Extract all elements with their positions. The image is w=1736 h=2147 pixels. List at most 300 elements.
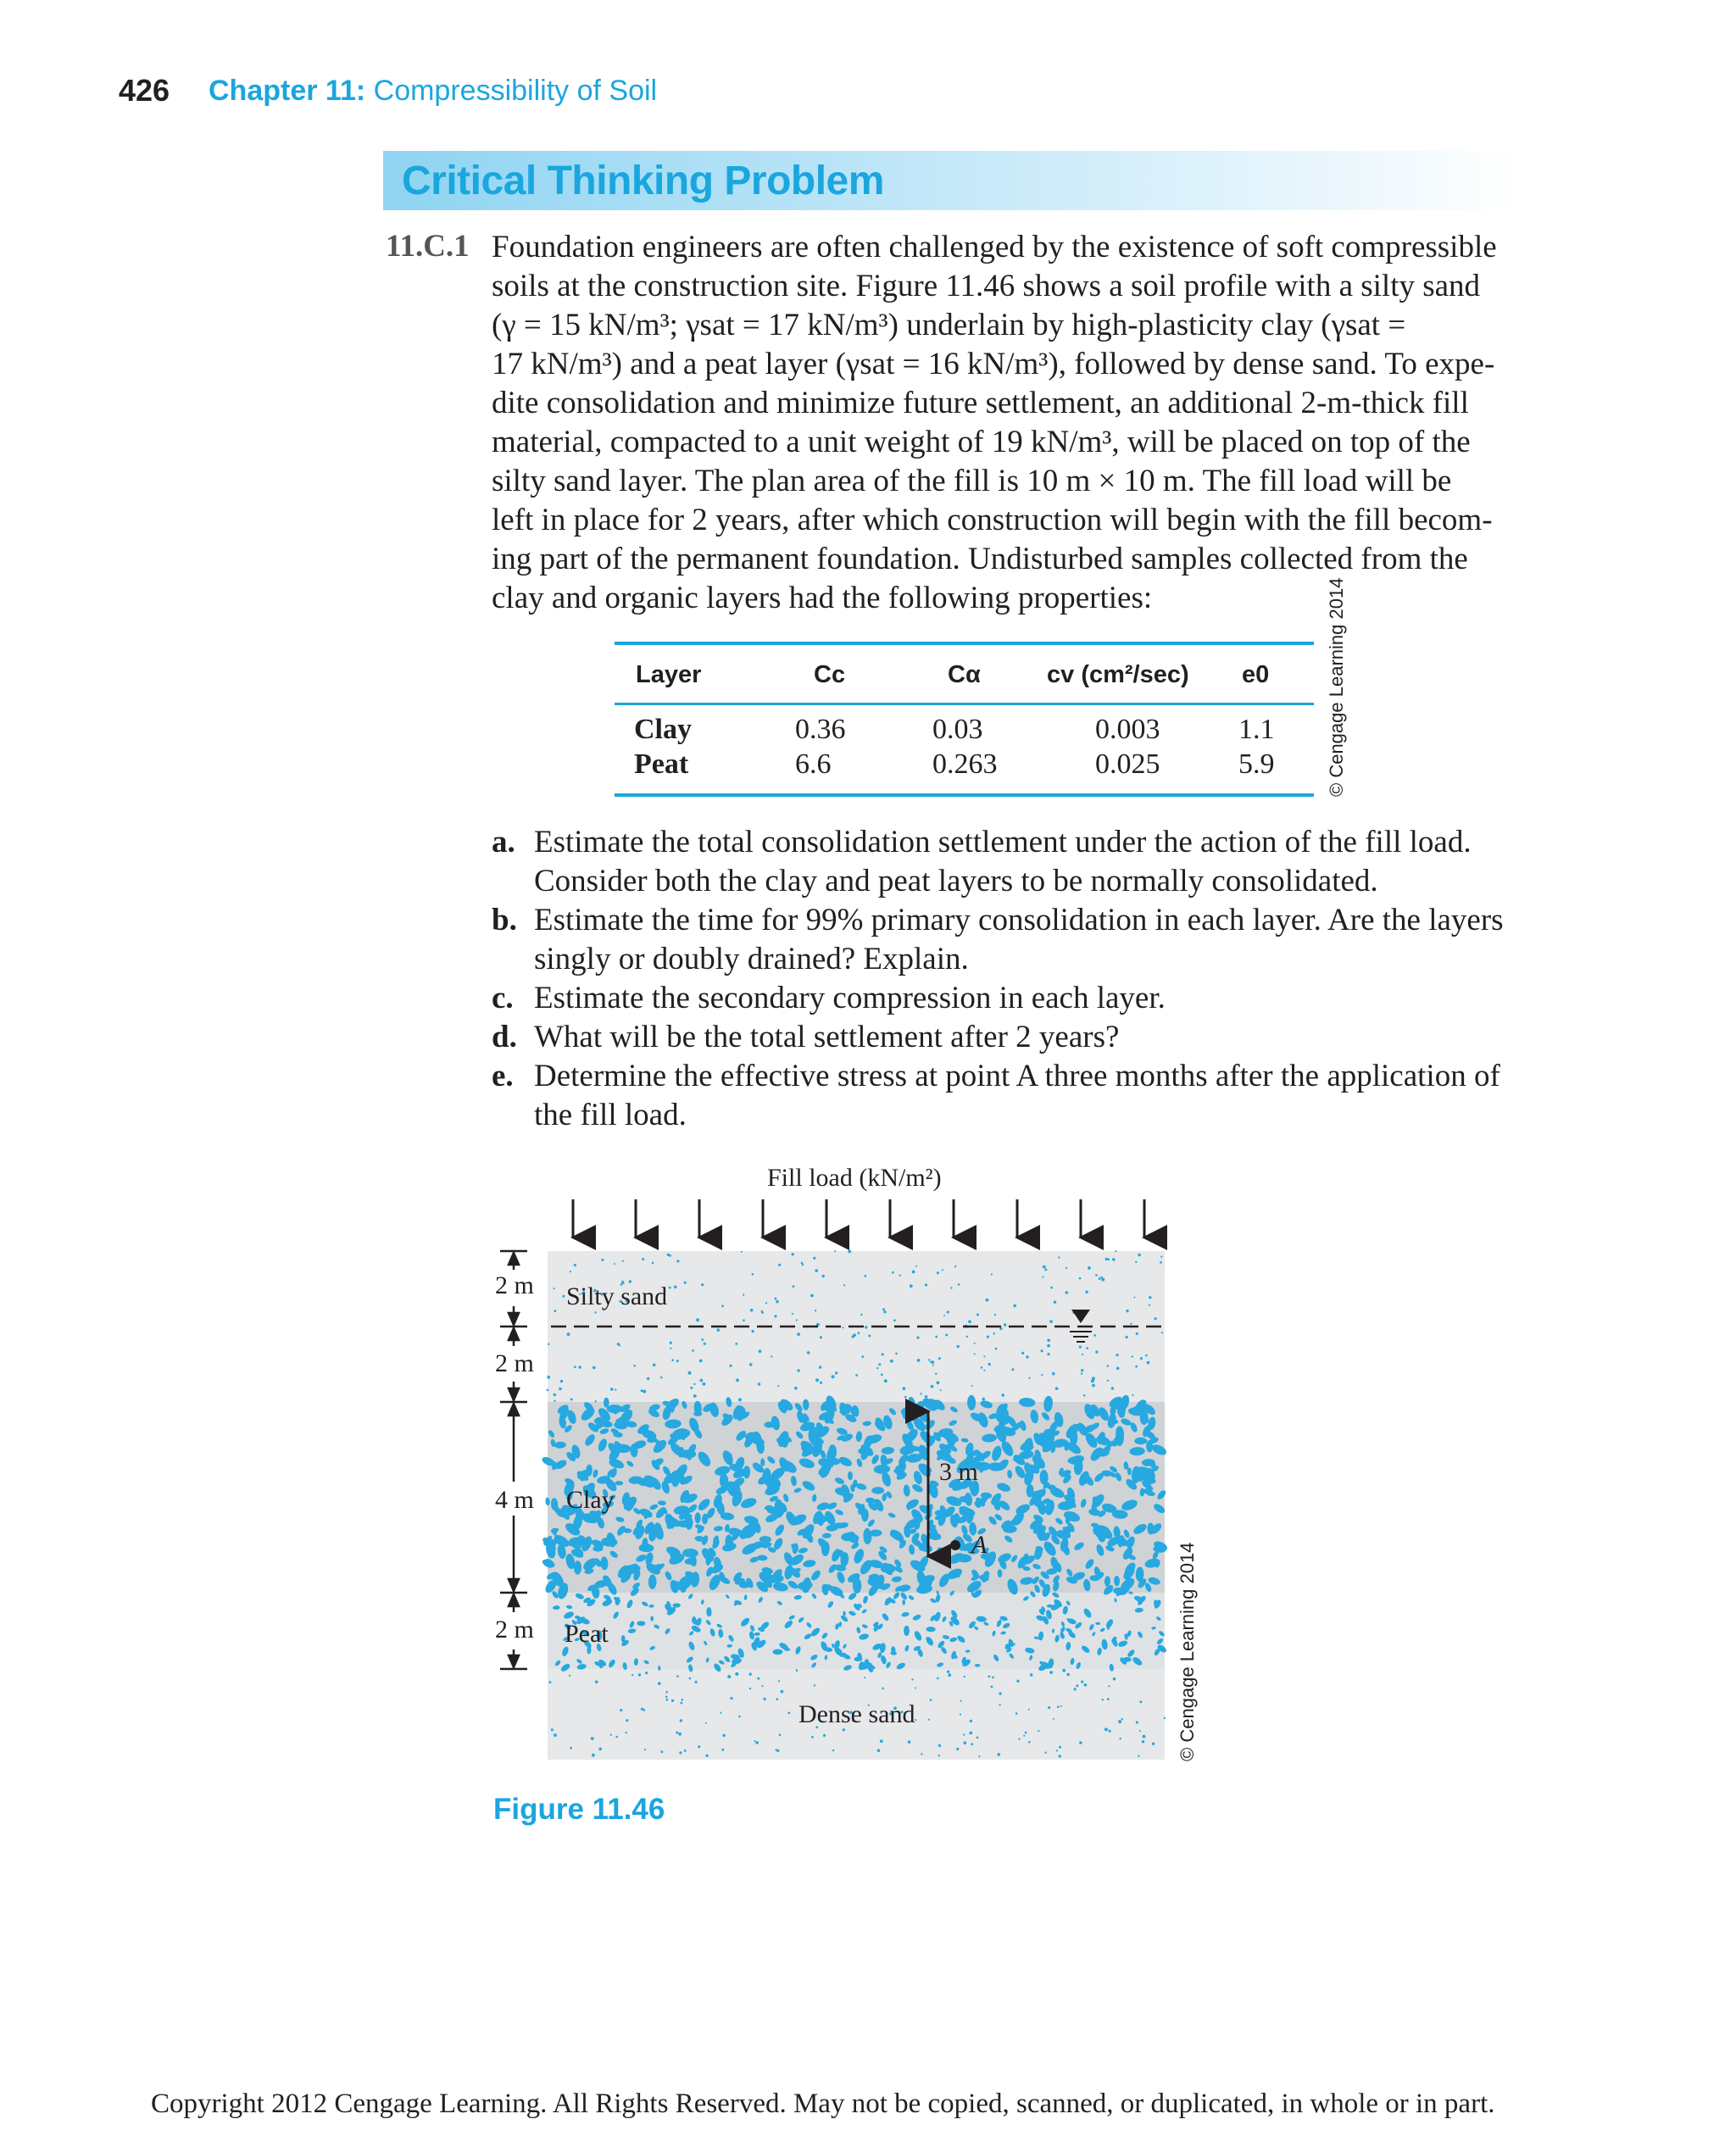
table-cell: Clay bbox=[634, 714, 692, 745]
soil-speck bbox=[1028, 1709, 1030, 1710]
soil-speck bbox=[960, 1700, 961, 1702]
soil-speck bbox=[1028, 1377, 1030, 1379]
part-label-e: e. bbox=[492, 1059, 514, 1093]
soil-speck bbox=[699, 1360, 703, 1363]
copyright-notice: Copyright 2012 Cengage Learning. All Rights Reserved. May not be copied, scanned, or duplicated, in whole or in part. bbox=[151, 2089, 1495, 2119]
soil-speck bbox=[735, 1343, 737, 1345]
soil-speck bbox=[1092, 1377, 1095, 1380]
soil-speck bbox=[832, 1375, 835, 1378]
soil-speck bbox=[1048, 1706, 1050, 1709]
soil-speck bbox=[703, 1382, 706, 1386]
soil-speck bbox=[931, 1385, 934, 1388]
table-cell: 0.003 bbox=[1095, 714, 1160, 745]
soil-speck bbox=[1015, 1712, 1018, 1715]
soil-speck bbox=[717, 1328, 721, 1332]
soil-speck bbox=[704, 1343, 706, 1345]
soil-speck bbox=[670, 1342, 672, 1344]
soil-speck bbox=[1120, 1738, 1121, 1739]
soil-speck bbox=[1135, 1366, 1138, 1368]
soil-speck bbox=[820, 1336, 822, 1338]
soil-speck bbox=[776, 1698, 778, 1700]
soil-speck bbox=[644, 1749, 646, 1750]
soil-speck bbox=[705, 1755, 708, 1757]
soil-speck bbox=[741, 1251, 743, 1253]
soil-speck bbox=[855, 1374, 858, 1377]
soil-speck bbox=[1082, 1354, 1083, 1355]
soil-speck bbox=[1130, 1323, 1132, 1325]
soil-speck bbox=[684, 1282, 687, 1284]
soil-speck bbox=[615, 1736, 618, 1738]
table-cell: 0.03 bbox=[932, 714, 983, 745]
soil-speck bbox=[802, 1413, 808, 1424]
soil-speck bbox=[569, 1675, 570, 1677]
soil-speck bbox=[752, 1273, 754, 1276]
soil-speck bbox=[765, 1302, 767, 1304]
soil-speck bbox=[947, 1310, 949, 1313]
soil-speck bbox=[665, 1696, 668, 1699]
soil-speck bbox=[813, 1257, 815, 1260]
soil-speck bbox=[1099, 1277, 1101, 1280]
soil-speck bbox=[1160, 1256, 1162, 1258]
soil-speck bbox=[954, 1265, 956, 1267]
soil-speck bbox=[779, 1734, 782, 1737]
soil-speck bbox=[971, 1743, 973, 1745]
soil-speck bbox=[864, 1275, 866, 1277]
soil-speck bbox=[643, 1709, 645, 1711]
soil-speck bbox=[1111, 1387, 1114, 1389]
soil-speck bbox=[991, 1273, 993, 1275]
soil-speck bbox=[882, 1308, 885, 1310]
soil-speck bbox=[1030, 1673, 1033, 1677]
soil-speck bbox=[622, 1260, 624, 1262]
soil-speck bbox=[1066, 1267, 1067, 1269]
soil-speck bbox=[823, 1734, 826, 1737]
soil-speck bbox=[722, 1734, 725, 1737]
soil-speck bbox=[643, 1390, 646, 1393]
soil-speck bbox=[1115, 1250, 1116, 1252]
figure-credit: © Cengage Learning 2014 bbox=[1177, 1542, 1198, 1761]
soil-speck bbox=[1139, 1700, 1142, 1703]
soil-speck bbox=[956, 1748, 959, 1750]
soil-speck bbox=[1107, 1380, 1109, 1382]
soil-speck bbox=[983, 1355, 985, 1357]
soil-speck bbox=[1038, 1730, 1039, 1732]
point-a-marker bbox=[950, 1540, 960, 1550]
depth-label: 3 m bbox=[939, 1458, 978, 1486]
soil-speck bbox=[912, 1271, 915, 1274]
soil-speck bbox=[620, 1709, 622, 1711]
soil-speck bbox=[988, 1363, 991, 1366]
soil-speck bbox=[1149, 1304, 1150, 1306]
soil-speck bbox=[1043, 1265, 1046, 1269]
soil-speck bbox=[982, 1398, 985, 1401]
soil-speck bbox=[1044, 1752, 1046, 1754]
soil-speck bbox=[774, 1315, 776, 1317]
soil-speck bbox=[1152, 1743, 1155, 1745]
soil-speck bbox=[615, 1389, 616, 1391]
soil-speck bbox=[950, 1287, 952, 1288]
soil-speck bbox=[665, 1691, 668, 1694]
soil-speck bbox=[1100, 1277, 1102, 1278]
soil-speck bbox=[601, 1259, 604, 1261]
soil-speck bbox=[1139, 1730, 1141, 1732]
soil-speck bbox=[673, 1603, 681, 1607]
soil-speck bbox=[698, 1745, 700, 1748]
soil-speck bbox=[890, 1360, 893, 1363]
soil-speck bbox=[876, 1367, 878, 1369]
soil-speck bbox=[986, 1299, 989, 1302]
soil-speck bbox=[1107, 1698, 1110, 1700]
soil-speck bbox=[670, 1348, 671, 1349]
table-cell: 0.025 bbox=[1095, 748, 1160, 780]
soil-speck bbox=[878, 1363, 881, 1366]
soil-speck bbox=[754, 1740, 755, 1742]
soil-speck bbox=[1107, 1365, 1110, 1367]
problem-line-3: (γ = 15 kN/m³; γsat = 17 kN/m³) underlain by high-plasticity clay (γsat = bbox=[492, 308, 1406, 342]
soil-speck bbox=[551, 1728, 554, 1731]
soil-speck bbox=[757, 1677, 760, 1680]
soil-speck bbox=[682, 1699, 684, 1701]
soil-speck bbox=[727, 1675, 731, 1678]
soil-speck bbox=[943, 1315, 945, 1316]
soil-speck bbox=[999, 1692, 1001, 1694]
soil-speck bbox=[971, 1385, 973, 1387]
soil-speck bbox=[693, 1394, 697, 1398]
section-title: Critical Thinking Problem bbox=[402, 159, 884, 203]
soil-speck bbox=[882, 1688, 884, 1690]
soil-speck bbox=[1085, 1291, 1088, 1293]
soil-speck bbox=[834, 1250, 836, 1252]
soil-speck bbox=[1155, 1317, 1157, 1320]
soil-speck bbox=[1023, 1735, 1025, 1737]
soil-speck bbox=[667, 1254, 670, 1256]
soil-speck bbox=[981, 1366, 983, 1369]
soil-speck bbox=[978, 1755, 980, 1757]
soil-speck bbox=[738, 1398, 742, 1401]
soil-speck bbox=[796, 1669, 798, 1671]
table-header-e0: e0 bbox=[1242, 661, 1270, 688]
soil-speck bbox=[730, 1697, 732, 1699]
soil-speck bbox=[695, 1681, 698, 1683]
soil-speck bbox=[690, 1387, 693, 1389]
soil-speck bbox=[1095, 1274, 1098, 1277]
soil-speck bbox=[974, 1353, 976, 1354]
soil-speck bbox=[880, 1739, 883, 1743]
soil-speck bbox=[705, 1722, 707, 1724]
soil-speck bbox=[775, 1298, 777, 1300]
silty-sand-layer-lower bbox=[548, 1327, 1165, 1402]
dimension-label: 2 m bbox=[495, 1271, 534, 1299]
soil-speck bbox=[570, 1399, 573, 1401]
soil-speck bbox=[1160, 1261, 1162, 1264]
soil-speck bbox=[610, 1734, 612, 1736]
soil-speck bbox=[992, 1677, 994, 1679]
part-b-line: singly or doubly drained? Explain. bbox=[534, 942, 969, 976]
soil-speck bbox=[895, 1353, 898, 1355]
soil-speck bbox=[801, 1262, 804, 1265]
soil-speck bbox=[940, 1389, 942, 1391]
soil-speck bbox=[843, 1284, 845, 1286]
soil-speck bbox=[763, 1698, 765, 1700]
soil-speck bbox=[868, 1335, 871, 1338]
soil-speck bbox=[1108, 1685, 1110, 1687]
soil-speck bbox=[917, 1359, 921, 1362]
soil-speck bbox=[574, 1366, 576, 1368]
soil-speck bbox=[688, 1371, 692, 1375]
soil-speck bbox=[802, 1264, 804, 1265]
soil-speck bbox=[669, 1287, 671, 1289]
soil-speck bbox=[604, 1398, 609, 1408]
soil-speck bbox=[554, 1400, 555, 1402]
soil-speck bbox=[660, 1750, 663, 1753]
soil-speck bbox=[1084, 1683, 1088, 1687]
soil-speck bbox=[937, 1271, 939, 1274]
soil-speck bbox=[910, 1284, 913, 1288]
soil-speck bbox=[1118, 1720, 1121, 1723]
soil-speck bbox=[652, 1262, 654, 1265]
soil-speck bbox=[1066, 1291, 1068, 1293]
soil-speck bbox=[848, 1250, 851, 1254]
soil-speck bbox=[947, 1671, 949, 1673]
soil-speck bbox=[761, 1685, 763, 1687]
soil-speck bbox=[676, 1675, 679, 1677]
soil-speck bbox=[593, 1366, 596, 1370]
soil-speck bbox=[1050, 1287, 1053, 1289]
dimension-label: 4 m bbox=[495, 1486, 534, 1514]
soil-speck bbox=[1088, 1267, 1090, 1270]
layer-label-silty-sand: Silty sand bbox=[566, 1282, 668, 1310]
soil-speck bbox=[761, 1310, 763, 1312]
soil-speck bbox=[1057, 1706, 1060, 1709]
soil-speck bbox=[547, 1376, 550, 1379]
soil-speck bbox=[1049, 1671, 1053, 1674]
soil-speck bbox=[592, 1754, 595, 1757]
soil-speck bbox=[882, 1353, 884, 1355]
soil-speck bbox=[1143, 1735, 1146, 1738]
soil-speck bbox=[701, 1338, 704, 1341]
soil-speck bbox=[932, 1365, 934, 1366]
soil-speck bbox=[1109, 1730, 1111, 1733]
soil-speck bbox=[641, 1389, 643, 1392]
soil-speck bbox=[1135, 1261, 1137, 1263]
soil-speck bbox=[937, 1677, 939, 1680]
soil-speck bbox=[911, 1678, 913, 1680]
soil-speck bbox=[792, 1253, 794, 1255]
soil-speck bbox=[554, 1288, 555, 1289]
soil-speck bbox=[638, 1673, 641, 1676]
page-number: 426 bbox=[119, 73, 170, 108]
soil-speck bbox=[1062, 1669, 1066, 1672]
soil-speck bbox=[778, 1264, 781, 1266]
soil-speck bbox=[678, 1733, 682, 1736]
soil-speck bbox=[610, 1388, 614, 1391]
soil-speck bbox=[574, 1264, 576, 1266]
soil-speck bbox=[1004, 1323, 1006, 1326]
soil-speck bbox=[991, 1686, 993, 1688]
soil-speck bbox=[858, 1332, 860, 1334]
problem-number: 11.C.1 bbox=[386, 229, 470, 264]
soil-speck bbox=[976, 1314, 979, 1316]
problem-line-1: Foundation engineers are often challenged by the existence of soft compressible bbox=[492, 230, 1497, 264]
soil-speck bbox=[1112, 1258, 1116, 1261]
table-header-cv: cv (cm²/sec) bbox=[1047, 661, 1189, 688]
soil-speck bbox=[1003, 1525, 1017, 1532]
part-e-line: the fill load. bbox=[534, 1098, 687, 1132]
soil-speck bbox=[915, 1265, 917, 1267]
soil-speck bbox=[1105, 1258, 1108, 1260]
soil-speck bbox=[777, 1385, 779, 1387]
soil-speck bbox=[562, 1295, 565, 1298]
problem-line-7: silty sand layer. The plan area of the fill is 10 m × 10 m. The fill load will be bbox=[492, 464, 1452, 498]
soil-speck bbox=[1132, 1355, 1133, 1357]
soil-speck bbox=[1147, 1361, 1150, 1365]
soil-speck bbox=[1058, 1256, 1060, 1258]
soil-speck bbox=[548, 1343, 549, 1345]
soil-speck bbox=[671, 1359, 674, 1361]
soil-speck bbox=[938, 1744, 941, 1747]
soil-speck bbox=[860, 1314, 862, 1315]
soil-speck bbox=[736, 1379, 739, 1382]
figure-caption: Figure 11.46 bbox=[493, 1793, 665, 1826]
problem-line-10: clay and organic layers had the following properties: bbox=[492, 581, 1153, 615]
soil-speck bbox=[1060, 1705, 1062, 1707]
soil-speck bbox=[660, 1377, 663, 1379]
soil-speck bbox=[1116, 1354, 1119, 1356]
table-cell: 6.6 bbox=[795, 748, 832, 780]
soil-speck bbox=[1164, 1717, 1166, 1719]
soil-speck bbox=[792, 1313, 793, 1315]
soil-speck bbox=[674, 1286, 677, 1289]
soil-speck bbox=[807, 1351, 810, 1354]
soil-speck bbox=[969, 1732, 972, 1735]
soil-speck bbox=[598, 1748, 602, 1751]
soil-speck bbox=[647, 1377, 649, 1380]
soil-speck bbox=[935, 1336, 938, 1338]
soil-speck bbox=[559, 1388, 561, 1390]
soil-speck bbox=[771, 1355, 772, 1357]
soil-speck bbox=[925, 1283, 927, 1286]
soil-speck bbox=[797, 1369, 799, 1371]
layer-label-peat: Peat bbox=[565, 1620, 609, 1648]
soil-speck bbox=[1047, 1353, 1049, 1355]
soil-speck bbox=[861, 1355, 864, 1358]
soil-speck bbox=[570, 1271, 571, 1272]
soil-speck bbox=[1083, 1394, 1086, 1397]
soil-speck bbox=[938, 1357, 941, 1360]
soil-speck bbox=[1047, 1339, 1050, 1343]
soil-speck bbox=[1018, 1738, 1020, 1740]
soil-speck bbox=[680, 1719, 682, 1721]
soil-speck bbox=[1081, 1369, 1083, 1371]
dimension-markers bbox=[500, 1251, 527, 1669]
soil-speck bbox=[819, 1366, 821, 1368]
soil-speck bbox=[554, 1310, 557, 1312]
soil-speck bbox=[928, 1719, 930, 1721]
problem-line-5: dite consolidation and minimize future settlement, an additional 2-m-thick fill bbox=[492, 386, 1469, 420]
soil-speck bbox=[966, 1336, 968, 1338]
soil-speck bbox=[835, 1371, 837, 1374]
soil-speck bbox=[960, 1714, 961, 1716]
soil-speck bbox=[1059, 1755, 1061, 1757]
soil-speck bbox=[653, 1364, 656, 1367]
soil-speck bbox=[671, 1699, 674, 1702]
soil-speck bbox=[899, 1275, 901, 1277]
layer-label-clay: Clay bbox=[566, 1486, 615, 1514]
soil-speck bbox=[1047, 1344, 1050, 1348]
soil-speck bbox=[793, 1285, 795, 1288]
soil-speck bbox=[693, 1383, 695, 1385]
soil-speck bbox=[632, 1674, 633, 1676]
soil-speck bbox=[642, 1258, 644, 1260]
table-credit: © Cengage Learning 2014 bbox=[1326, 577, 1347, 797]
soil-speck bbox=[781, 1690, 784, 1694]
part-a-line: Estimate the total consolidation settlement under the action of the fill load. bbox=[534, 825, 1472, 859]
soil-speck bbox=[1095, 1350, 1098, 1353]
soil-speck bbox=[735, 1672, 738, 1676]
part-e-line: Determine the effective stress at point A three months after the application of bbox=[534, 1059, 1500, 1093]
soil-speck bbox=[696, 1318, 699, 1321]
soil-speck bbox=[1081, 1373, 1082, 1375]
soil-speck bbox=[692, 1349, 694, 1352]
layer-label-dense-sand: Dense sand bbox=[798, 1700, 915, 1728]
soil-speck bbox=[591, 1737, 594, 1740]
soil-speck bbox=[721, 1749, 724, 1751]
soil-speck bbox=[755, 1741, 759, 1744]
soil-speck bbox=[883, 1310, 886, 1313]
soil-speck bbox=[1101, 1278, 1104, 1282]
problem-line-6: material, compacted to a unit weight of 19 kN/m³, will be placed on top of the bbox=[492, 425, 1471, 459]
soil-speck bbox=[999, 1704, 1000, 1705]
soil-speck bbox=[877, 1749, 881, 1752]
soil-speck bbox=[560, 1380, 563, 1382]
soil-speck bbox=[1028, 1741, 1031, 1744]
soil-speck bbox=[815, 1310, 816, 1311]
soil-speck bbox=[1044, 1268, 1047, 1271]
soil-speck bbox=[720, 1712, 721, 1714]
soil-speck bbox=[796, 1319, 798, 1321]
soil-speck bbox=[567, 1332, 570, 1336]
soil-speck bbox=[1056, 1749, 1058, 1751]
soil-speck bbox=[595, 1400, 597, 1402]
soil-speck bbox=[554, 1393, 556, 1396]
soil-speck bbox=[852, 1335, 854, 1338]
soil-speck bbox=[1053, 1718, 1054, 1720]
soil-speck bbox=[1052, 1372, 1055, 1376]
soil-speck bbox=[970, 1720, 972, 1722]
soil-speck bbox=[1126, 1310, 1128, 1312]
soil-speck bbox=[1092, 1384, 1095, 1388]
soil-speck bbox=[1133, 1297, 1135, 1299]
soil-speck bbox=[1066, 1673, 1070, 1677]
table-cell: 0.36 bbox=[795, 714, 846, 745]
soil-speck bbox=[547, 1389, 549, 1392]
soil-speck bbox=[1121, 1718, 1123, 1720]
soil-speck bbox=[614, 1263, 615, 1265]
soil-speck bbox=[988, 1676, 991, 1678]
soil-speck bbox=[999, 1327, 1002, 1330]
soil-speck bbox=[554, 1733, 557, 1737]
soil-speck bbox=[1026, 1355, 1028, 1358]
soil-speck bbox=[633, 1365, 636, 1367]
soil-speck bbox=[930, 1699, 932, 1701]
dimension-label: 2 m bbox=[495, 1349, 534, 1377]
soil-speck bbox=[689, 1677, 692, 1680]
soil-speck bbox=[1142, 1740, 1144, 1743]
part-label-c: c. bbox=[492, 981, 514, 1015]
soil-speck bbox=[1059, 1746, 1061, 1749]
soil-speck bbox=[893, 1319, 896, 1321]
soil-speck bbox=[920, 1393, 921, 1394]
